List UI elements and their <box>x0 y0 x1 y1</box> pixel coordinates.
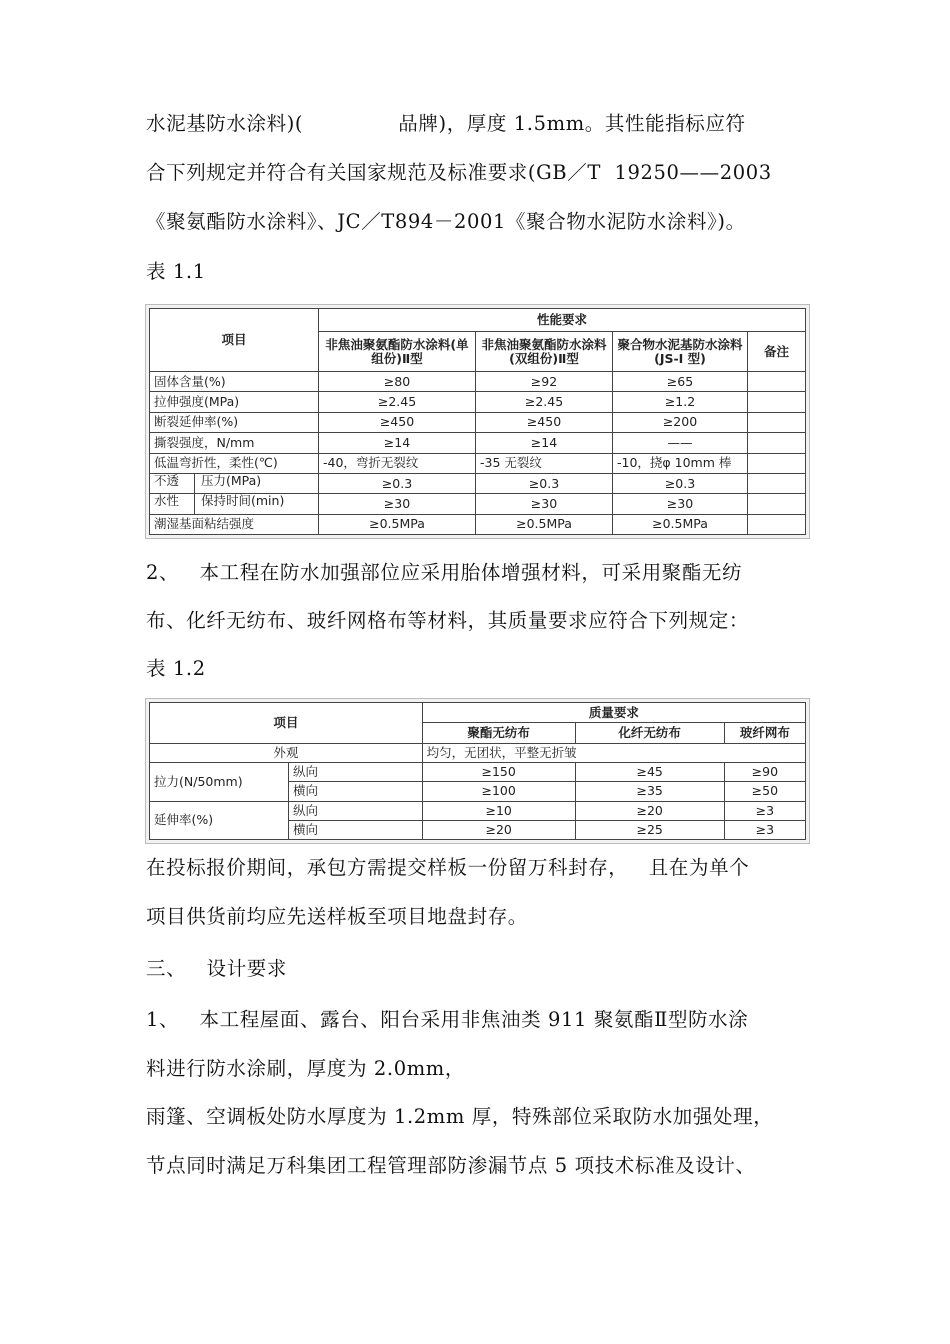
cell: ≥80 <box>319 372 476 392</box>
cell: ≥10 <box>422 801 575 820</box>
cell: ≥14 <box>319 433 476 453</box>
cell: ≥45 <box>575 763 724 782</box>
cell: -35 无裂纹 <box>476 453 613 473</box>
row-label: 固体含量(%) <box>150 372 319 392</box>
section-heading: 三、 设计要求 <box>146 957 287 980</box>
body-text-line: 雨篷、空调板处防水厚度为 1.2mm 厚，特殊部位采取防水加强处理， <box>146 1105 774 1128</box>
table-row <box>150 494 806 514</box>
cell: ≥20 <box>422 820 575 839</box>
table-header-col2: 非焦油聚氨酯防水涂料(双组份)Ⅱ型 <box>476 332 613 372</box>
table-header-col1: 非焦油聚氨酯防水涂料(单组份)Ⅱ型 <box>319 332 476 372</box>
table-row <box>150 801 806 820</box>
cell: ≥14 <box>476 433 613 453</box>
cell: ≥30 <box>613 494 748 514</box>
row-label: 低温弯折性，柔性(℃) <box>150 453 319 473</box>
body-text-line: 2、 本工程在防水加强部位应采用胎体增强材料，可采用聚酯无纺 <box>146 561 743 584</box>
cell: ≥150 <box>422 763 575 782</box>
table-caption: 表 1.2 <box>146 657 206 680</box>
row-label <box>150 473 319 493</box>
cell: ≥90 <box>724 763 805 782</box>
table-row <box>150 372 806 392</box>
cell: ≥2.45 <box>476 392 613 412</box>
table-row <box>150 392 806 412</box>
table-1 <box>145 304 810 539</box>
cell: ≥3 <box>724 801 805 820</box>
row-label: 潮湿基面粘结强度 <box>150 514 319 534</box>
cell: 均匀，无团状，平整无折皱 <box>422 744 805 763</box>
cell: ≥200 <box>613 412 748 432</box>
table-header-note: 备注 <box>748 332 806 372</box>
cell: ≥50 <box>724 782 805 801</box>
body-text-line: 布、化纤无纺布、玻纤网格布等材料，其质量要求应符合下列规定： <box>146 609 750 632</box>
cell-note <box>748 412 806 432</box>
table-row <box>150 514 806 534</box>
row-label: 断裂延伸率(%) <box>150 412 319 432</box>
cell: ≥35 <box>575 782 724 801</box>
body-text-line: 节点同时满足万科集团工程管理部防渗漏节点 5 项技术标准及设计、 <box>146 1154 756 1177</box>
cell: ≥2.45 <box>319 392 476 412</box>
cell: ≥30 <box>476 494 613 514</box>
table-header-col3: 聚合物水泥基防水涂料(JS-I 型) <box>613 332 748 372</box>
body-text-line: 1、 本工程屋面、露台、阳台采用非焦油类 911 聚氨酯Ⅱ型防水涂 <box>146 1008 749 1031</box>
table-row <box>150 744 806 763</box>
cell: ≥92 <box>476 372 613 392</box>
row-label: 拉伸强度(MPa) <box>150 392 319 412</box>
cell: ≥25 <box>575 820 724 839</box>
cell-note <box>748 433 806 453</box>
cell: ≥0.5MPa <box>613 514 748 534</box>
table-header-quality: 质量要求 <box>422 703 805 723</box>
row-label: 撕裂强度，N/mm <box>150 433 319 453</box>
table-header-col1: 聚酯无纺布 <box>422 723 575 744</box>
cell: -10，挠φ 10mm 棒 <box>613 453 748 473</box>
table-caption: 表 1.1 <box>146 260 206 283</box>
cell-note <box>748 514 806 534</box>
table-row <box>150 763 806 782</box>
direction-label: 横向 <box>289 820 423 839</box>
cell: ≥0.3 <box>319 473 476 493</box>
cell: ≥450 <box>476 412 613 432</box>
table-row <box>150 473 806 493</box>
cell: ≥450 <box>319 412 476 432</box>
direction-label: 纵向 <box>289 763 423 782</box>
cell: ≥1.2 <box>613 392 748 412</box>
cell: ≥0.5MPa <box>319 514 476 534</box>
table-row <box>150 453 806 473</box>
table-header-performance: 性能要求 <box>319 309 806 332</box>
body-text-line: 料进行防水涂刷，厚度为 2.0mm， <box>146 1057 465 1080</box>
cell: ≥3 <box>724 820 805 839</box>
cell: ≥0.3 <box>613 473 748 493</box>
body-text-line: 在投标报价期间，承包方需提交样板一份留万科封存， 且在为单个 <box>146 856 750 879</box>
cell: -40，弯折无裂纹 <box>319 453 476 473</box>
body-text-line: 《聚氨酯防水涂料》、JC／T894－2001《聚合物水泥防水涂料》)。 <box>146 210 746 233</box>
cell-note <box>748 494 806 514</box>
table-row <box>150 412 806 432</box>
cell: ≥20 <box>575 801 724 820</box>
cell: ≥0.5MPa <box>476 514 613 534</box>
sub-row-label: 保持时间(min) <box>201 493 285 509</box>
body-text-line: 项目供货前均应先送样板至项目地盘封存。 <box>146 905 528 928</box>
body-text-line: 合下列规定并符合有关国家规范及标准要求(GB／T 19250——2003 <box>146 161 772 184</box>
row-label: 拉力(N/50mm) <box>150 763 289 801</box>
row-label <box>150 494 319 514</box>
sub-row-label: 压力(MPa) <box>201 472 262 488</box>
cell: ≥30 <box>319 494 476 514</box>
row-label: 外观 <box>150 744 423 763</box>
cell-note <box>748 392 806 412</box>
impermeability-group-label-b: 水性 <box>150 494 195 513</box>
table-row <box>150 433 806 453</box>
cell-note <box>748 473 806 493</box>
cell-note <box>748 372 806 392</box>
cell-note <box>748 453 806 473</box>
cell: —— <box>613 433 748 453</box>
cell: ≥100 <box>422 782 575 801</box>
impermeability-group-label-a: 不透 <box>150 474 195 493</box>
table-header-col2: 化纤无纺布 <box>575 723 724 744</box>
cell: ≥0.3 <box>476 473 613 493</box>
direction-label: 纵向 <box>289 801 423 820</box>
row-label: 延伸率(%) <box>150 801 289 839</box>
table-header-item: 项目 <box>150 309 319 372</box>
table-2 <box>145 698 810 844</box>
direction-label: 横向 <box>289 782 423 801</box>
body-text-line: 水泥基防水涂料)( 品牌)，厚度 1.5mm。其性能指标应符 <box>146 112 746 135</box>
table-header-item: 项目 <box>150 703 423 744</box>
table-header-col3: 玻纤网布 <box>724 723 805 744</box>
cell: ≥65 <box>613 372 748 392</box>
